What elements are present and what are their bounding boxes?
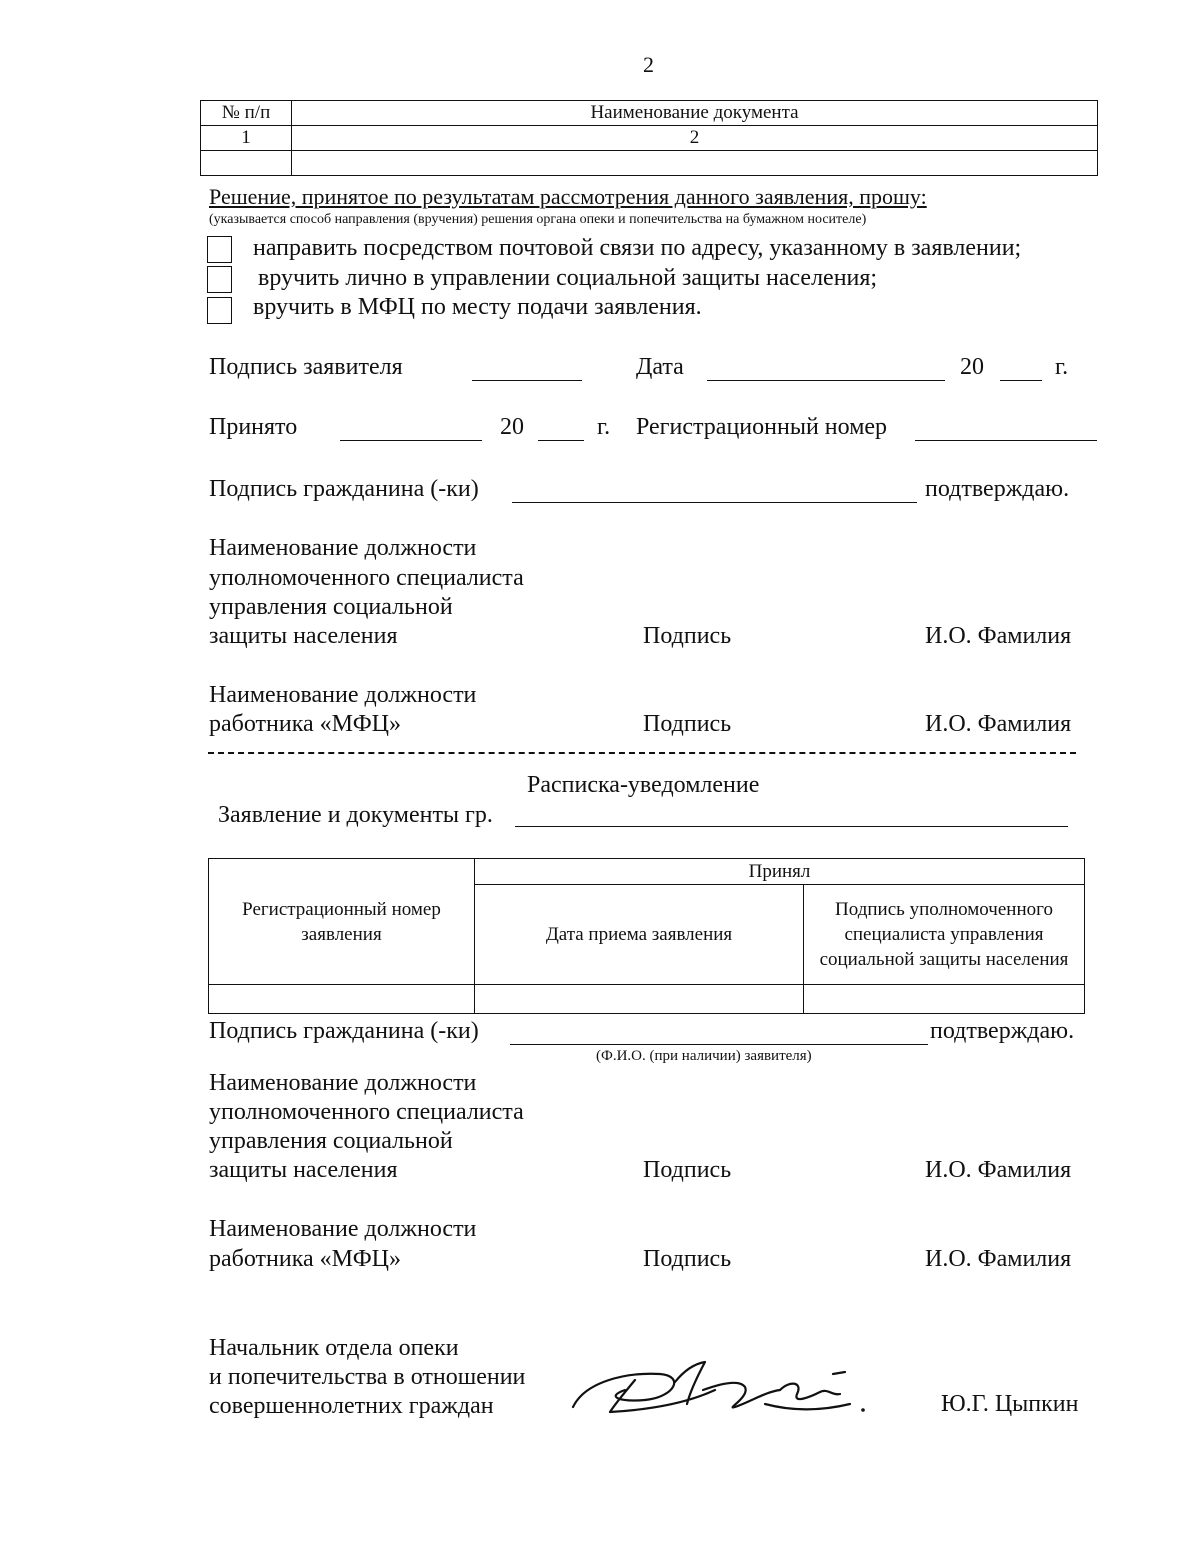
decision-heading: Решение, принятое по результатам рассмотрения данного заявления, прошу: xyxy=(209,184,927,209)
receipt-name-field[interactable] xyxy=(515,826,1068,827)
receipt-cell-reg-number[interactable] xyxy=(209,985,475,1014)
accepted-year-field[interactable] xyxy=(538,440,584,441)
citizen-confirm-2: подтверждаю. xyxy=(930,1018,1075,1044)
receipt-col-signature: Подпись уполномоченного специалиста управления социальной защиты населения xyxy=(804,885,1085,985)
table-cell: 2 xyxy=(292,126,1098,151)
specialist-title-line: управления социальной xyxy=(209,594,453,620)
mfc-title-line: Наименование должности xyxy=(209,682,477,708)
cut-line-divider xyxy=(208,752,1076,754)
receipt-cell-signature[interactable] xyxy=(804,985,1085,1014)
specialist-title-line: уполномоченного специалиста xyxy=(209,565,524,591)
specialist-title-line: защиты населения xyxy=(209,1157,398,1183)
specialist-title-line: Наименование должности xyxy=(209,1070,477,1096)
head-title-line: совершеннолетних граждан xyxy=(209,1393,494,1419)
checkbox-mail[interactable] xyxy=(207,236,232,263)
table-cell[interactable] xyxy=(201,151,292,176)
accepted-year-prefix: 20 xyxy=(500,414,524,440)
citizen-sign-label: Подпись гражданина (-ки) xyxy=(209,476,479,502)
checkbox-in-person[interactable] xyxy=(207,266,232,293)
mfc-sign-label: Подпись xyxy=(643,711,732,737)
specialist-title-line: уполномоченного специалиста xyxy=(209,1099,524,1125)
citizen-sign-label-2: Подпись гражданина (-ки) xyxy=(209,1018,479,1044)
citizen-sign-caption: (Ф.И.О. (при наличии) заявителя) xyxy=(596,1048,812,1064)
receipt-group-header: Принял xyxy=(475,859,1085,885)
receipt-cell-date[interactable] xyxy=(475,985,804,1014)
receipt-statement: Заявление и документы гр. xyxy=(218,802,493,828)
specialist-sign-label: Подпись xyxy=(643,623,732,649)
citizen-sign-field-2[interactable] xyxy=(510,1044,928,1045)
signature-dot xyxy=(861,1408,865,1412)
mfc-title-line: работника «МФЦ» xyxy=(209,1246,401,1272)
specialist-name-2: И.О. Фамилия xyxy=(925,1157,1072,1183)
checkbox-mfc[interactable] xyxy=(207,297,232,324)
specialist-name: И.О. Фамилия xyxy=(925,623,1072,649)
document-list-table xyxy=(200,100,1098,176)
head-title-line: и попечительства в отношении xyxy=(209,1364,526,1390)
table-cell: 1 xyxy=(201,126,292,151)
table-cell[interactable] xyxy=(292,151,1098,176)
year-field[interactable] xyxy=(1000,380,1042,381)
page-number: 2 xyxy=(643,52,654,77)
table-header-row xyxy=(201,101,1098,126)
accepted-label: Принято xyxy=(209,414,298,440)
receipt-col-date: Дата приема заявления xyxy=(475,885,804,985)
option-mfc-label: вручить в МФЦ по месту подачи заявления. xyxy=(253,294,702,320)
mfc-title-line: Наименование должности xyxy=(209,1216,477,1242)
receipt-table xyxy=(208,858,1085,1014)
table-row xyxy=(209,985,1085,1014)
option-in-person-label: вручить лично в управлении социальной защиты населения; xyxy=(258,265,878,291)
reg-number-label: Регистрационный номер xyxy=(636,414,888,440)
table-row xyxy=(201,151,1098,176)
table-header-cell: Наименование документа xyxy=(292,101,1098,126)
specialist-title-line: Наименование должности xyxy=(209,535,477,561)
mfc-sign-label-2: Подпись xyxy=(643,1246,732,1272)
mfc-title-line: работника «МФЦ» xyxy=(209,711,401,737)
mfc-name-2: И.О. Фамилия xyxy=(925,1246,1072,1272)
head-name: Ю.Г. Цыпкин xyxy=(941,1391,1079,1417)
option-mail-label: направить посредством почтовой связи по адресу, указанному в заявлении; xyxy=(253,235,1022,261)
specialist-title-line: защиты населения xyxy=(209,623,398,649)
year-suffix: г. xyxy=(1055,354,1069,380)
table-header-cell: № п/п xyxy=(201,101,292,126)
receipt-title: Расписка-уведомление xyxy=(527,772,760,798)
year-prefix: 20 xyxy=(960,354,984,380)
citizen-confirm: подтверждаю. xyxy=(925,476,1070,502)
reg-number-field[interactable] xyxy=(915,440,1097,441)
handwritten-signature xyxy=(565,1352,875,1422)
specialist-sign-label-2: Подпись xyxy=(643,1157,732,1183)
accepted-year-suffix: г. xyxy=(597,414,611,440)
specialist-title-line: управления социальной xyxy=(209,1128,453,1154)
citizen-sign-field[interactable] xyxy=(512,502,917,503)
applicant-sign-field[interactable] xyxy=(472,380,582,381)
date-label: Дата xyxy=(636,354,684,380)
decision-note: (указывается способ направления (вручения) решения органа опеки и попечительства на бумажном носителе) xyxy=(209,212,867,227)
receipt-col-reg-number: Регистрационный номер заявления xyxy=(209,859,475,985)
mfc-name: И.О. Фамилия xyxy=(925,711,1072,737)
date-field[interactable] xyxy=(707,380,945,381)
applicant-sign-label: Подпись заявителя xyxy=(209,354,403,380)
accepted-date-field[interactable] xyxy=(340,440,482,441)
table-row xyxy=(201,126,1098,151)
head-title-line: Начальник отдела опеки xyxy=(209,1335,459,1361)
